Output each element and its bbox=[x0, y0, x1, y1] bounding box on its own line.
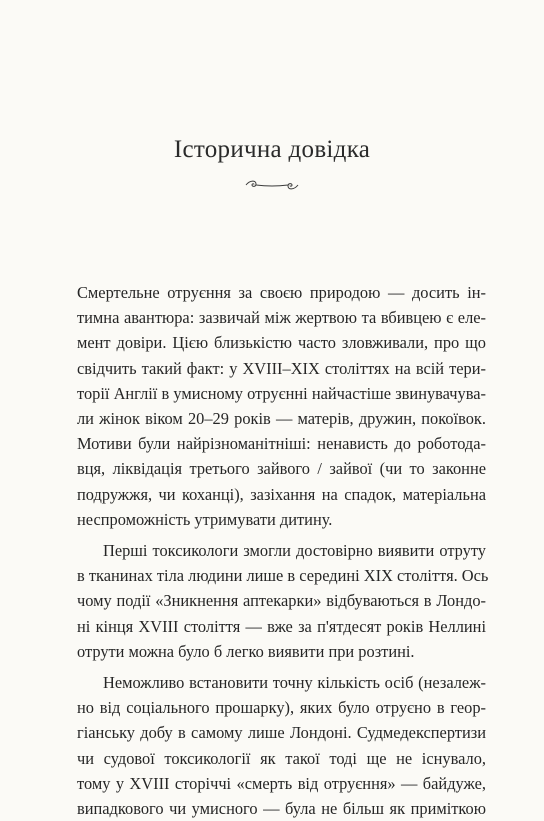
paragraph bbox=[77, 538, 489, 664]
text-line: отрути можна було б легко виявити при розтині. bbox=[77, 641, 415, 661]
text-line: неспроможність утримувати дитину. bbox=[77, 509, 333, 529]
decorative-flourish-icon bbox=[242, 178, 302, 192]
text-line: чи судової токсикології як такої тоді ще не існувало, bbox=[77, 748, 486, 768]
text-line: тимна авантюра: зазвичай між жертвою та вбивцею є еле- bbox=[77, 308, 486, 328]
text-line: тому у XVIII сторіччі «смерть від отруєння» — байдуже, bbox=[77, 773, 486, 793]
text-line: випадкового чи умисного — була не більш як приміткою bbox=[77, 799, 486, 819]
paragraph bbox=[77, 670, 486, 821]
text-line: гіанську добу в самому лише Лондоні. Судмедекспертизи bbox=[77, 723, 486, 743]
page-title: Історична довідка bbox=[173, 136, 371, 163]
body-text bbox=[77, 280, 489, 821]
text-line: мент довіри. Цією близькістю часто зловживали, про що bbox=[77, 333, 486, 353]
text-line: Смертельне отруєння за своєю природою — досить ін- bbox=[77, 283, 486, 302]
text-line: в тканинах тіла людини лише в середині XIX століття. Ось bbox=[77, 566, 489, 586]
text-line: Перші токсикологи змогли достовірно виявити отруту bbox=[103, 541, 486, 561]
text-line: ні кінця XVIII століття — вже за п'ятдесят років Неллині bbox=[77, 616, 486, 636]
text-line: свідчить такий факт: у XVIII–XIX століттях на всій тери- bbox=[77, 358, 486, 378]
text-line: вця, ліквідація третього зайвого / зайвої (чи то законне bbox=[77, 459, 486, 479]
text-line: торії Англії в умисному отруєнні найчастіше звинувачува- bbox=[77, 383, 486, 403]
text-line: Мотиви були найрізноманітніші: ненависть до роботода- bbox=[77, 434, 486, 454]
text-line: ли жінок віком 20–29 років — матерів, дружин, покоївок. bbox=[77, 409, 486, 429]
paragraph bbox=[77, 280, 486, 532]
text-line: чому події «Зникнення аптекарки» відбуваються в Лондо- bbox=[77, 591, 486, 611]
text-line: подружжя, чи коханці), зазіхання на спадок, матеріальна bbox=[77, 484, 486, 504]
text-line: Неможливо встановити точну кількість осіб (незалеж- bbox=[103, 673, 486, 693]
text-line: но від соціального прошарку), яких було отруєно в геор- bbox=[77, 698, 486, 718]
